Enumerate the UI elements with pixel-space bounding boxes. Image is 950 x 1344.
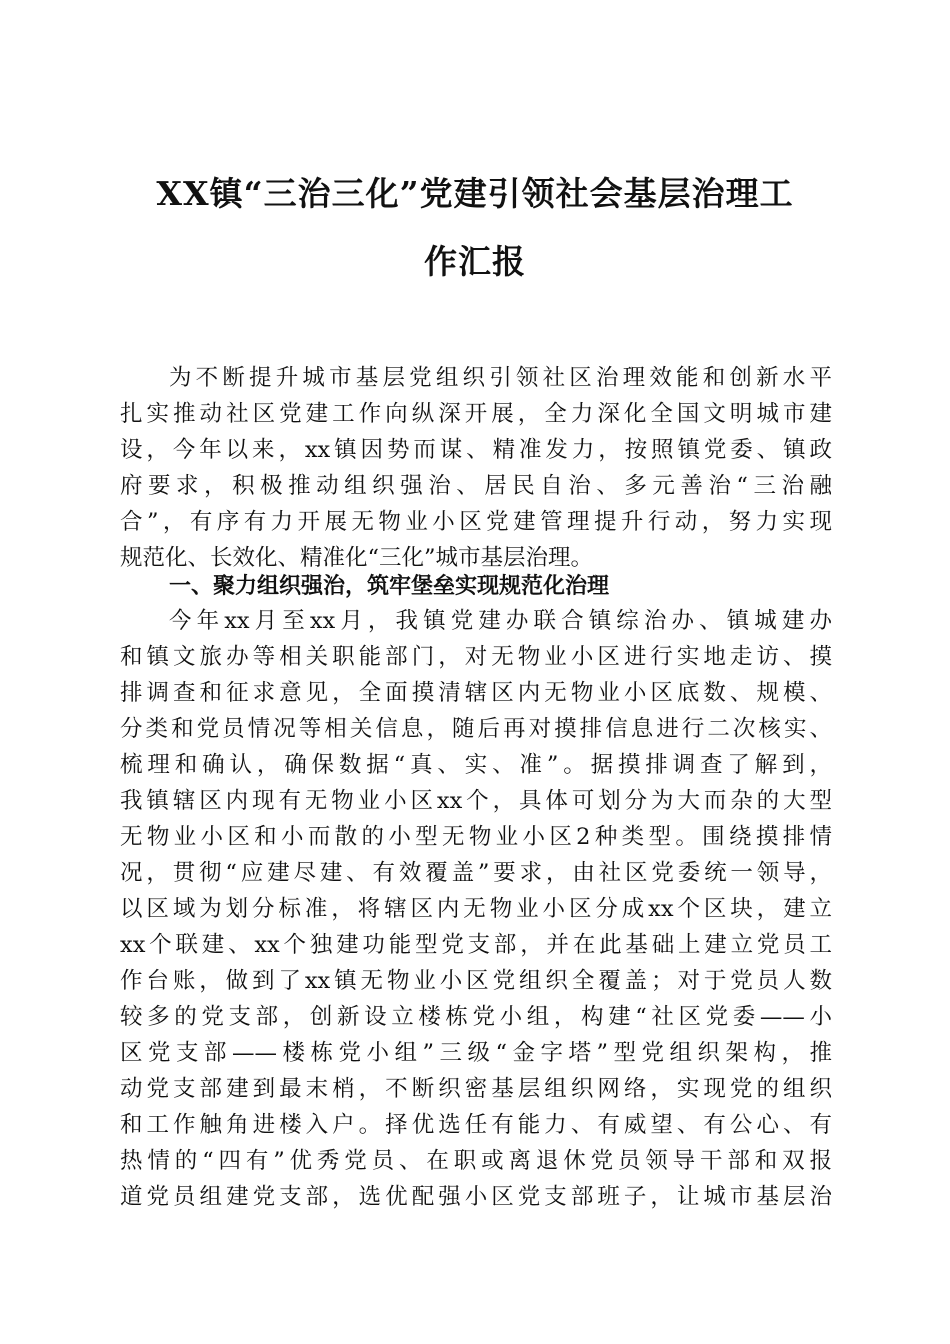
section-heading: 一、聚力组织强治，筑牢堡垒实现规范化治理 (169, 574, 610, 599)
intro-paragraph-line: 规范化、长效化、精准化“三化”城市基层治理。 (120, 545, 594, 571)
section-paragraph-line: 动党支部建到最末梢，不断织密基层组织网络，实现党的组织 (120, 1076, 832, 1102)
section-paragraph-line: 梳理和确认，确保数据“真、实、准”。据摸排调查了解到， (120, 752, 832, 778)
document-title-line-2: 作汇报 (424, 242, 526, 281)
intro-paragraph-line: 府要求，积极推动组织强治、居民自治、多元善治“三治融 (120, 473, 832, 499)
section-paragraph-line: 无物业小区和小而散的小型无物业小区2种类型。围绕摸排情 (120, 824, 832, 850)
section-paragraph-line: 道党员组建党支部，选优配强小区党支部班子，让城市基层治 (120, 1184, 832, 1210)
intro-paragraph-line: 为不断提升城市基层党组织引领社区治理效能和创新水平 (169, 365, 832, 391)
section-paragraph-line: 区党支部——楼栋党小组”三级“金字塔”型党组织架构，推 (120, 1040, 832, 1066)
section-paragraph-line: 况，贯彻“应建尽建、有效覆盖”要求，由社区党委统一领导， (120, 860, 832, 886)
section-paragraph-line: 排调查和征求意见，全面摸清辖区内无物业小区底数、规模、 (120, 680, 832, 706)
section-paragraph-line: 较多的党支部，创新设立楼栋党小组，构建“社区党委——小 (120, 1004, 832, 1030)
intro-paragraph-line: 合”，有序有力开展无物业小区党建管理提升行动，努力实现 (120, 509, 832, 535)
section-paragraph-line: 以区域为划分标准，将辖区内无物业小区分成xx个区块，建立 (120, 896, 832, 922)
section-paragraph-line: 分类和党员情况等相关信息，随后再对摸排信息进行二次核实、 (120, 716, 832, 742)
section-paragraph-line: 和工作触角进楼入户。择优选任有能力、有威望、有公心、有 (120, 1112, 832, 1138)
document-title-line-1: XX镇“三治三化”党建引领社会基层治理工 (156, 174, 794, 213)
section-paragraph-line: xx个联建、xx个独建功能型党支部，并在此基础上建立党员工 (120, 932, 832, 958)
intro-paragraph-line: 设，今年以来，xx镇因势而谋、精准发力，按照镇党委、镇政 (120, 437, 832, 463)
section-paragraph-line: 今年xx月至xx月，我镇党建办联合镇综治办、镇城建办 (169, 608, 832, 634)
intro-paragraph-line: 扎实推动社区党建工作向纵深开展，全力深化全国文明城市建 (120, 401, 832, 427)
section-paragraph-line: 热情的“四有”优秀党员、在职或离退休党员领导干部和双报 (120, 1148, 832, 1174)
section-paragraph-line: 和镇文旅办等相关职能部门，对无物业小区进行实地走访、摸 (120, 644, 832, 670)
section-paragraph-line: 作台账，做到了xx镇无物业小区党组织全覆盖；对于党员人数 (120, 968, 832, 994)
section-paragraph-line: 我镇辖区内现有无物业小区xx个，具体可划分为大而杂的大型 (120, 788, 832, 814)
